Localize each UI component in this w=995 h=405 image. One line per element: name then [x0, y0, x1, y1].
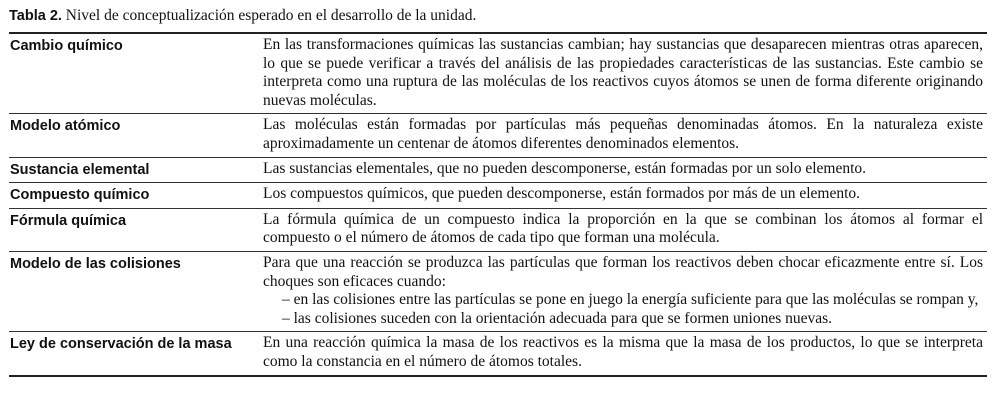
definition-text: La fórmula química de un compuesto indica la proporción en la que se combinan los átomos al formar el compuesto o el número de átomos de cada tipo que forman una molécula.	[263, 210, 983, 247]
term-cell: Ley de conservación de la masa	[10, 336, 232, 353]
table-row	[9, 252, 987, 332]
concept-table	[9, 32, 987, 377]
term-cell: Compuesto químico	[10, 187, 150, 204]
definition-text: Para que una reacción se produzca las partículas que forman los reactivos deben chocar eficazmente entre sí. Los choques son eficaces cuando:	[263, 253, 983, 290]
definition-cell	[263, 334, 987, 371]
definition-text: Las moléculas están formadas por partículas más pequeñas denominadas átomos. En la naturaleza existe aproximadamente un centenar de átomos diferentes denominados elementos.	[263, 116, 983, 152]
definition-bullet: – en las colisiones entre las partículas se pone en juego la energía suficiente para que las moléculas se rompan y,	[282, 291, 979, 309]
table-caption-label: Tabla 2.	[9, 8, 62, 24]
table-row	[9, 158, 987, 184]
table-row	[9, 183, 987, 209]
definition-cell	[263, 116, 987, 153]
definition-text: En las transformaciones químicas las sustancias cambian; hay sustancias que desaparecen mientras otras aparecen, lo que se puede verificar a través del análisis de las propiedades características de las sustancias. Este cambio se interpreta como una ruptura de las moléculas de los reactivos cuyos átomos se unen de forma diferente originando nuevas moléculas.	[263, 36, 983, 109]
definition-text: En una reacción química la masa de los reactivos es la misma que la masa de los productos, lo que se interpreta como la constancia en el número de átomos totales.	[263, 334, 983, 370]
definition-cell	[263, 36, 987, 110]
term-cell: Modelo atómico	[10, 118, 121, 135]
definition-cell	[263, 211, 987, 248]
table-row	[9, 332, 987, 376]
definition-cell	[263, 185, 987, 205]
definition-text: Los compuestos químicos, que pueden descomponerse, están formados por más de un elemento.	[263, 185, 861, 203]
term-cell: Sustancia elemental	[10, 161, 150, 178]
definition-text: Las sustancias elementales, que no pueden descomponerse, están formadas por un solo elemento.	[263, 159, 867, 177]
term-cell: Cambio químico	[10, 38, 123, 54]
definition-cell	[263, 160, 987, 180]
table-row	[9, 114, 987, 157]
table-caption	[9, 6, 476, 26]
term-cell: Fórmula química	[10, 212, 127, 229]
table-row	[9, 209, 987, 252]
table-row	[9, 34, 987, 114]
definition-bullet: – las colisiones suceden con la orientación adecuada para que se formen uniones nuevas.	[282, 309, 833, 327]
table-caption-text: Nivel de conceptualización esperado en el desarrollo de la unidad.	[61, 7, 477, 24]
term-cell: Modelo de las colisiones	[10, 255, 181, 272]
definition-cell	[263, 254, 987, 328]
